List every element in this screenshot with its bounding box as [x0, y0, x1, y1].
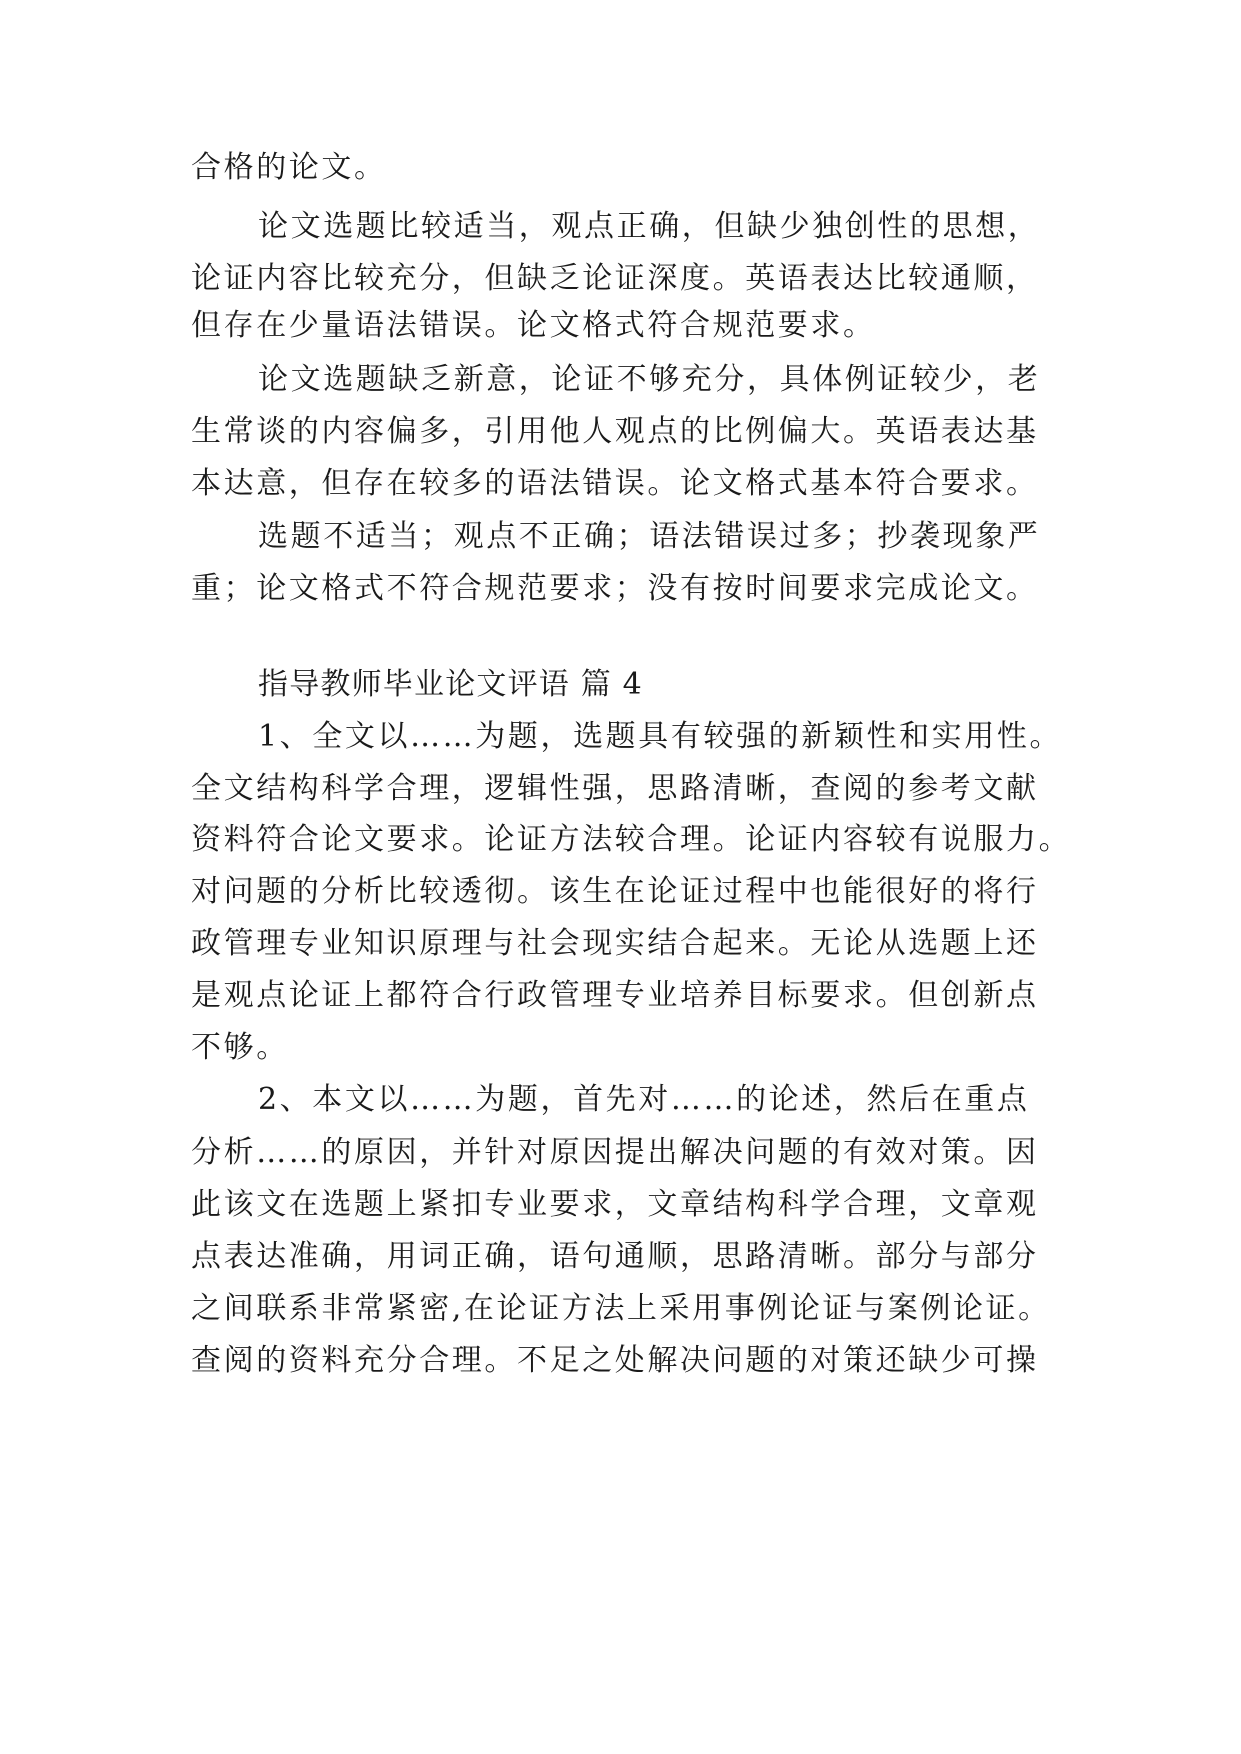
paragraph-line: 资料符合论文要求。论证方法较合理。论证内容较有说服力。 — [191, 822, 1072, 857]
paragraph-line: 重；论文格式不符合规范要求；没有按时间要求完成论文。 — [191, 571, 1039, 606]
paragraph-line: 分析……的原因，并针对原因提出解决问题的有效对策。因 — [191, 1135, 1039, 1170]
paragraph-line: 选题不适当；观点不正确；语法错误过多；抄袭现象严 — [258, 519, 1041, 554]
paragraph-line: 生常谈的内容偏多，引用他人观点的比例偏大。英语表达基 — [191, 414, 1039, 449]
paragraph-line: 但存在少量语法错误。论文格式符合规范要求。 — [191, 308, 876, 343]
paragraph-line: 不够。 — [191, 1030, 289, 1065]
paragraph-line: 论证内容比较充分，但缺乏论证深度。英语表达比较通顺， — [191, 261, 1039, 296]
paragraph-line: 论文选题缺乏新意，论证不够充分，具体例证较少，老 — [258, 362, 1041, 397]
paragraph-line: 合格的论文。 — [191, 150, 387, 185]
paragraph-line: 此该文在选题上紧扣专业要求，文章结构科学合理，文章观 — [191, 1187, 1039, 1222]
paragraph-line: 对问题的分析比较透彻。该生在论证过程中也能很好的将行 — [191, 874, 1039, 909]
paragraph-line: 本达意，但存在较多的语法错误。论文格式基本符合要求。 — [191, 466, 1039, 501]
paragraph-line: 之间联系非常紧密,在论证方法上采用事例论证与案例论证。 — [191, 1291, 1051, 1326]
paragraph-line: 论文选题比较适当，观点正确，但缺少独创性的思想， — [258, 209, 1041, 244]
paragraph-line: 查阅的资料充分合理。不足之处解决问题的对策还缺少可操 — [191, 1343, 1039, 1378]
paragraph-line: 点表达准确，用词正确，语句通顺，思路清晰。部分与部分 — [191, 1239, 1039, 1274]
paragraph-line: 1、全文以……为题，选题具有较强的新颖性和实用性。 — [258, 719, 1063, 754]
paragraph-line: 全文结构科学合理，逻辑性强，思路清晰，查阅的参考文献 — [191, 771, 1039, 806]
paragraph-line: 政管理专业知识原理与社会现实结合起来。无论从选题上还 — [191, 926, 1039, 961]
paragraph-line: 是观点论证上都符合行政管理专业培养目标要求。但创新点 — [191, 978, 1039, 1013]
paragraph-line: 2、本文以……为题，首先对……的论述，然后在重点 — [258, 1082, 1030, 1117]
section-heading: 指导教师毕业论文评语 篇 4 — [258, 667, 643, 702]
